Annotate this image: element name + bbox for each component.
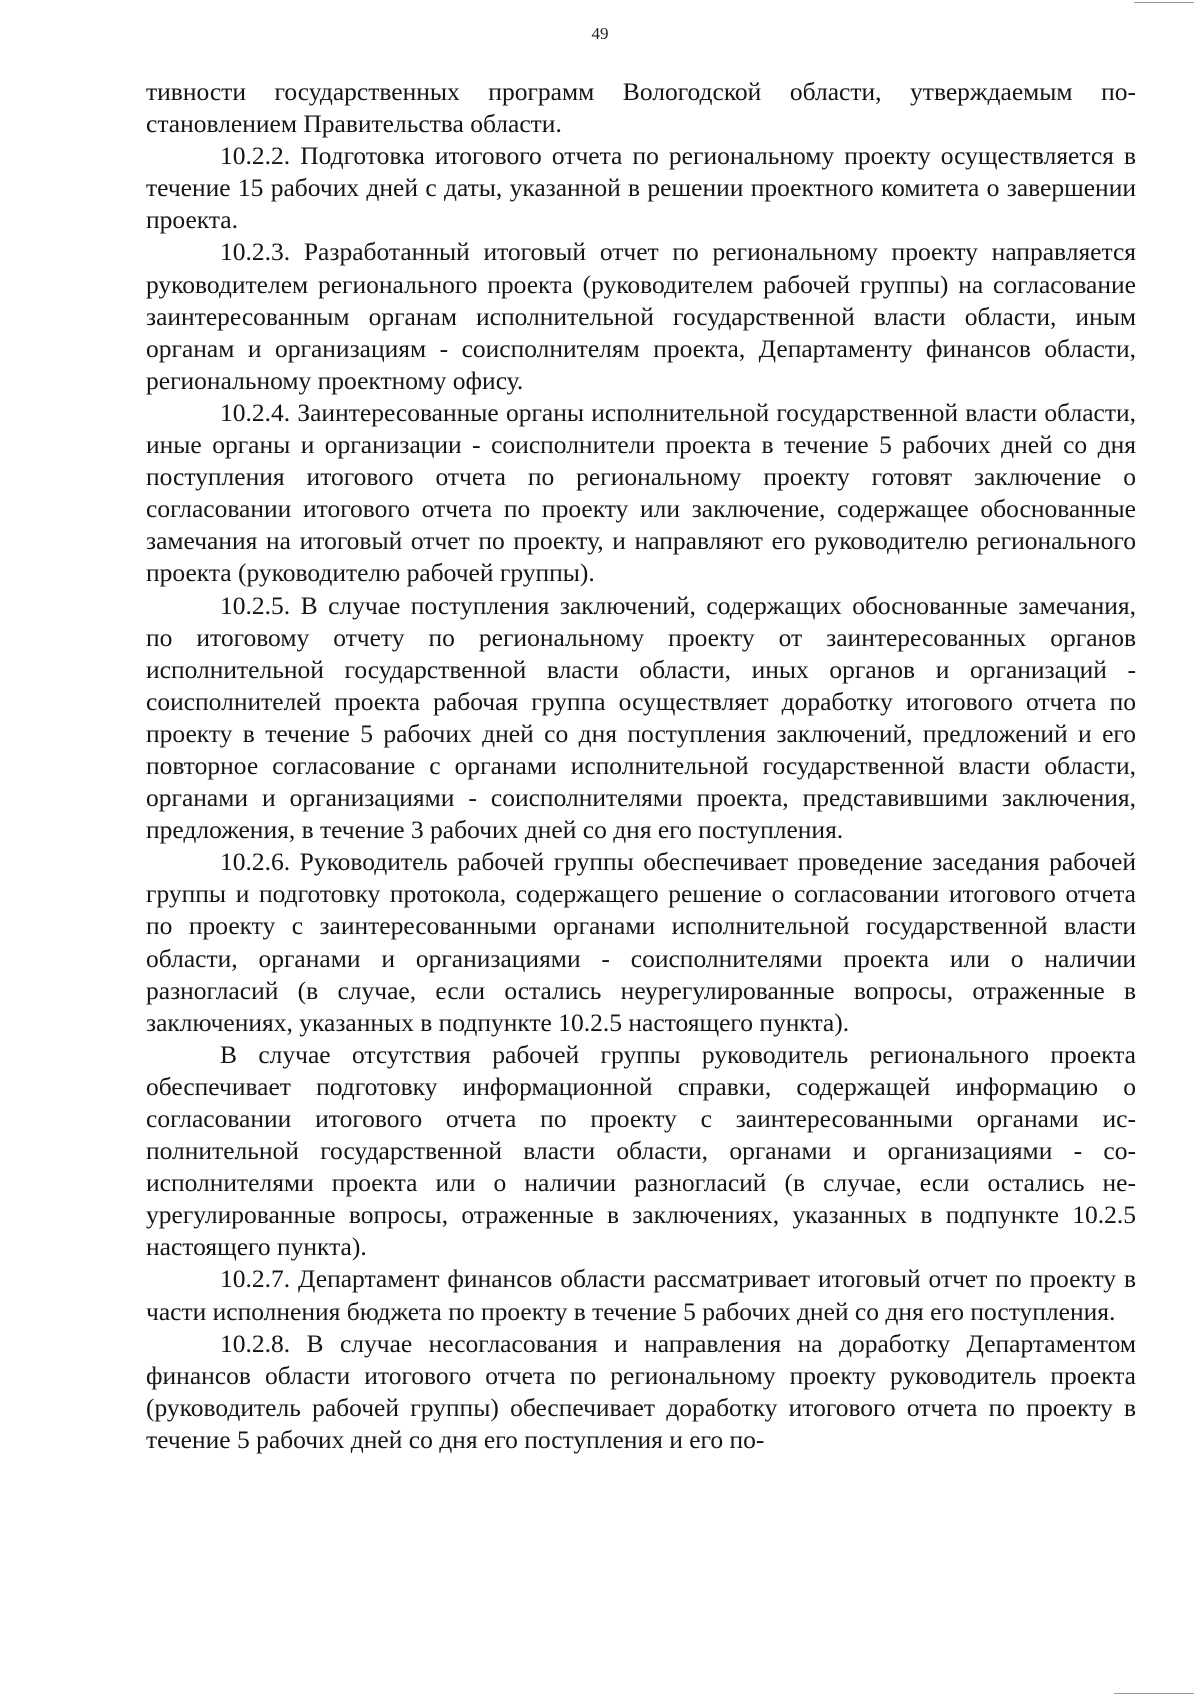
paragraph-10-2-5: 10.2.5. В случае поступления заключений, содержащих обоснованные замечания, по итоговому отчету по региональному проекту от заинтересованных органов исполнительной государственной власти области, иных органов и организаций - соисполнителей проекта рабочая группа осуществляет доработку итогового отчета по проекту в течение 5 рабочих дней со дня поступления заключений, предложений и его повторное согласование с органами исполнительной государственной власти области, органами и организациями - соисполнителями проекта, представившими заключения, предложения, в течение 3 рабочих дней со дня его поступления. (146, 590, 1136, 845)
paragraph-10-2-6: 10.2.6. Руководитель рабочей группы обеспечивает проведение заседания рабочей группы и подготовку протокола, содержащего решение о согласовании итогового отчета по проекту с заинтересованными органами исполнительной государственной власти области, органами и организациями - соисполнителями проекта или о наличии разногласий (в случае, если остались неурегулированные вопросы, отраженные в заключениях, указанных в подпункте 10.2.5 настоящего пункта). (146, 847, 1136, 1037)
paragraph-10-2-8: 10.2.8. В случае несогласования и направления на доработку Департаментом финансов области итогового отчета по региональному проекту руководитель проекта (руководитель рабочей группы) обеспечивает доработку итогового отчета по проекту в течение 5 рабочих дней со дня его поступления и его по- (146, 1328, 1136, 1454)
paragraph-continuation: тивности государственных программ Вологодской области, утверждаемым постановлением Правительства области. (146, 77, 1136, 139)
paragraph-no-working-group: В случае отсутствия рабочей группы руководитель регионального проекта обеспечивает подготовку информационной справки, содержащей информацию о согласовании итогового отчета по проекту с заинтересованными органами исполнительной государственной власти области, органами и организациями - соисполнителями проекта или о наличии разногласий (в случае, если остались неурегулированные вопросы, отраженные в заключениях, указанных в подпункте 10.2.5 настоящего пункта). (146, 1039, 1136, 1262)
paragraph-10-2-4: 10.2.4. Заинтересованные органы исполнительной государственной власти области, иные органы и организации - соисполнители проекта в течение 5 рабочих дней со дня поступления итогового отчета по региональному проекту готовят заключение о согласовании итогового отчета по проекту или заключение, содержащее обоснованные замечания на итоговый отчет по проекту, и направляют его руководителю регионального проекта (руководителю рабочей группы). (146, 397, 1136, 588)
document-body (146, 76, 1136, 1456)
scan-artifact-top (1134, 2, 1194, 3)
page-number: 49 (591, 24, 609, 43)
scan-artifact-bottom (1114, 1693, 1194, 1694)
paragraph-10-2-2: 10.2.2. Подготовка итогового отчета по региональному проекту осуществляется в течение 15 рабочих дней с даты, указанной в решении проектного комитета о завершении проекта. (146, 141, 1136, 235)
paragraph-10-2-3: 10.2.3. Разработанный итоговый отчет по региональному проекту направляется руководителем регионального проекта (руководителем рабочей группы) на согласование заинтересованным органам исполнительной государственной власти области, иным органам и организациям - соисполнителям проекта, Департаменту финансов области, региональному проектному офису. (146, 237, 1136, 395)
paragraph-10-2-7: 10.2.7. Департамент финансов области рассматривает итоговый отчет по проекту в части исполнения бюджета по проекту в течение 5 рабочих дней со дня его поступления. (146, 1264, 1136, 1326)
